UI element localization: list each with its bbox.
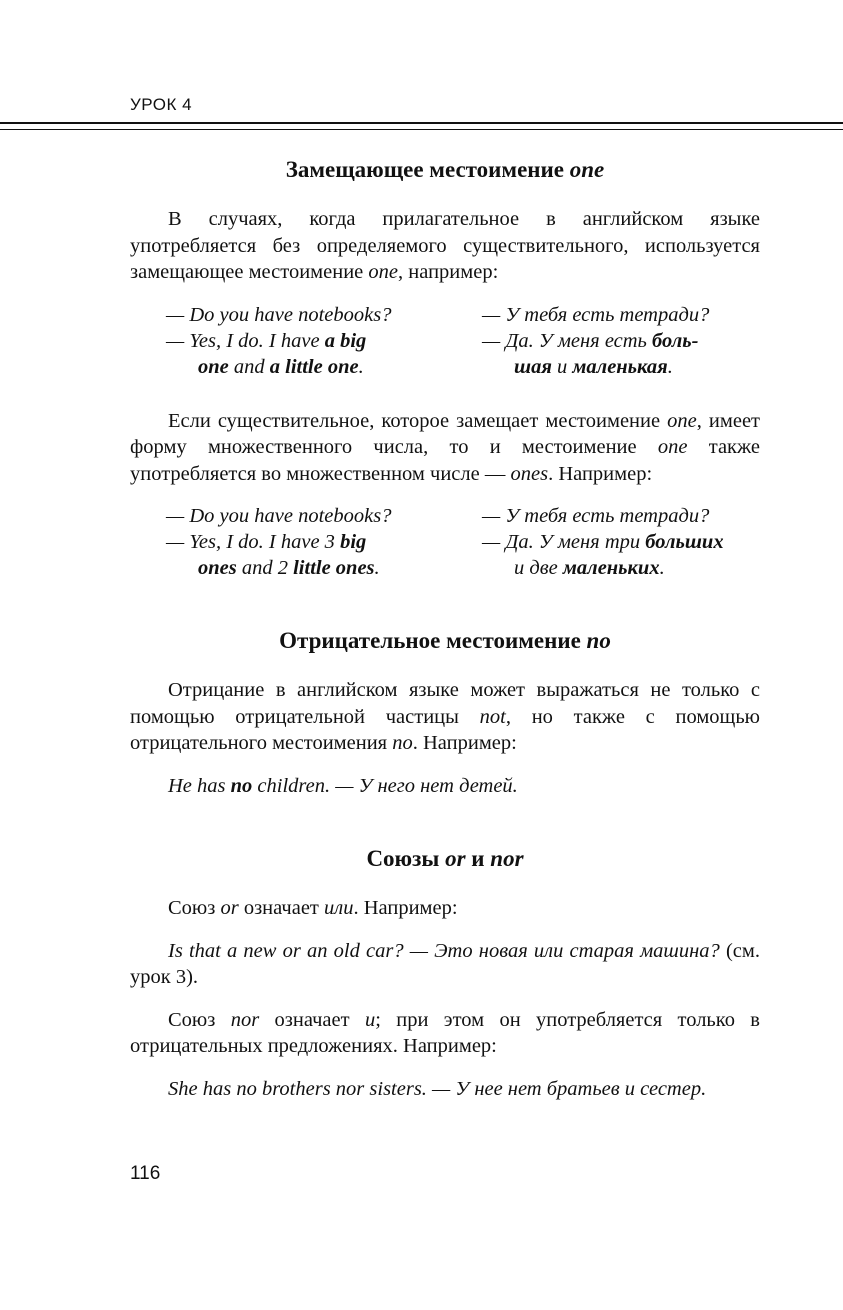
running-head: УРОК 4 [130,95,193,114]
paragraph-or: Союз or означает или. Например: [168,897,458,919]
paragraph-nor: Союз nor означает и; при этом он употребляется только в отрицательных предложениях. Например: [130,1008,760,1057]
example-no: He has no children. — У него нет детей. [168,774,518,797]
dialog-russian: — У тебя есть тетради? — Да. У меня три больших и две маленьких. [482,505,724,579]
header-rule-thick [0,122,843,124]
paragraph-one-plural: Если существительное, которое замещает местоимение one, имеет форму множественного числа, то и местоимение one также употребляется во множественном числе — ones. Например: [130,409,760,485]
dialog-english: — Do you have notebooks? — Yes, I do. I have 3 big ones and 2 little ones. [166,505,392,579]
section-title-or-nor: Союзы or и nor [366,846,524,871]
example-nor: She has no brothers nor sisters. — У нее нет братьев и сестер. [168,1077,707,1100]
paragraph-no: Отрицание в английском языке может выражаться не только с помощью отрицательной частицы not, но также с помощью отрицательного местоимения no. Например: [130,679,760,754]
dialog-russian: — У тебя есть тетради? — Да. У меня есть боль- шая и маленькая. [482,303,710,378]
paragraph-one-intro: В случаях, когда прилагательное в английском языке употребляется без определяемого существительного, используется замещающее местоимение one, например: [130,208,760,283]
header-rule-thin [0,129,843,130]
example-dialog-2 [166,503,760,581]
section-title-no: Отрицательное местоимение no [279,628,611,653]
page-content [130,150,760,1118]
page-number: 116 [130,1163,161,1184]
section-title-one: Замещающее местоимение one [285,157,605,182]
dialog-english: — Do you have notebooks? — Yes, I do. I have a big one and a little one. [166,303,392,378]
example-dialog-1 [166,302,760,380]
example-or: Is that a new or an old car? — Это новая или старая машина? (см. урок 3). [130,939,760,988]
